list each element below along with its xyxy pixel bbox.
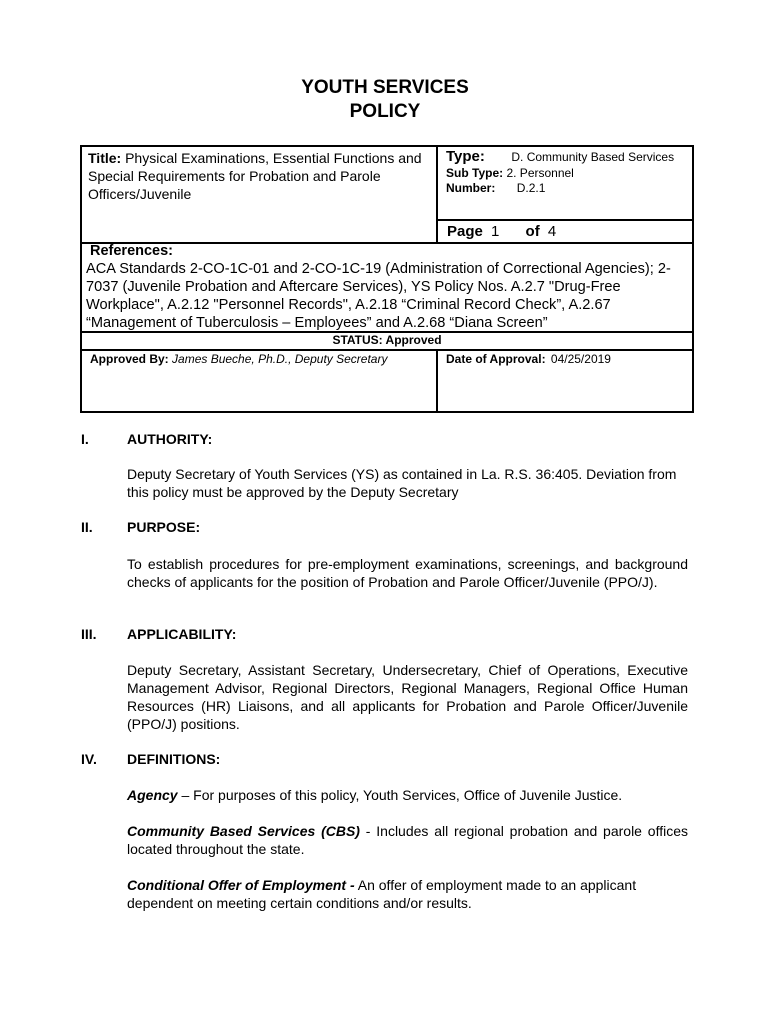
definition-agency <box>127 786 688 804</box>
table-divider-vertical-top <box>436 145 438 244</box>
approval-date-value: 04/25/2019 <box>550 352 611 366</box>
table-divider-vertical-bottom <box>436 349 438 413</box>
page-total: 4 <box>547 223 557 240</box>
status-badge: STATUS: Approved <box>332 333 442 347</box>
table-divider-page-row <box>436 219 694 221</box>
definition-conditional-offer-term: Conditional Offer of Employment - <box>127 877 355 893</box>
page-indicator <box>447 223 556 240</box>
doc-title-line1: YOUTH SERVICES <box>301 77 469 98</box>
definition-cbs <box>127 822 688 858</box>
subtype-row <box>446 166 691 181</box>
number-value: D.2.1 <box>516 181 546 195</box>
section-3-number: III. <box>81 626 97 642</box>
policy-type <box>446 148 691 196</box>
subtype-label: Sub Type: <box>446 166 504 180</box>
page-label: Page <box>447 223 483 240</box>
definition-conditional-offer-text: An offer of employment made to an applicant dependent on meeting certain conditions and/or results. <box>127 877 637 911</box>
section-2-text: To establish procedures for pre-employment examinations, screenings, and background checks of applicants for the position of Probation and Parole Officer/Juvenile (PPO/J). <box>127 556 688 590</box>
approved-by-value: James Bueche, Ph.D., Deputy Secretary <box>172 352 388 366</box>
references-label: References: <box>90 243 174 259</box>
references-text: ACA Standards 2-CO-1C-01 and 2-CO-1C-19 (Administration of Correctional Agencies); 2-7037 (Juvenile Probation and Aftercare Services), YS Policy Nos. A.2.7 "Drug-Free Workplace", A.2.12 "Personnel Records", A.2.18 “Criminal Record Check”, A.2.67 “Management of Tuberculosis – Employees” and A.2.68 “Diana Screen” <box>86 261 671 331</box>
number-row <box>446 181 691 196</box>
approved-by-label: Approved By: <box>90 352 169 366</box>
section-4-number: IV. <box>81 751 97 767</box>
title-text: Physical Examinations, Essential Functions and Special Requirements for Probation and Parole Officers/Juvenile <box>88 150 422 202</box>
approval-date <box>446 352 611 366</box>
section-1-heading: AUTHORITY: <box>127 431 213 447</box>
title-label: Title: <box>88 150 122 166</box>
section-2-number: II. <box>81 519 93 535</box>
references <box>86 242 692 332</box>
section-1-text: Deputy Secretary of Youth Services (YS) as contained in La. R.S. 36:405. Deviation from this policy must be approved by the Deputy Secretary <box>127 466 677 500</box>
policy-title <box>88 149 433 203</box>
type-label: Type: <box>446 148 485 165</box>
section-4-heading: DEFINITIONS: <box>127 751 221 767</box>
table-divider-status-bottom <box>80 349 694 351</box>
section-1-number: I. <box>81 431 89 447</box>
type-value: D. Community Based Services <box>511 150 675 164</box>
approved-by <box>90 352 387 366</box>
page-number: 1 <box>491 223 500 240</box>
number-label: Number: <box>446 181 496 195</box>
definition-cbs-term: Community Based Services (CBS) <box>127 823 360 839</box>
definition-conditional-offer <box>127 876 688 912</box>
section-2-heading: PURPOSE: <box>127 519 201 535</box>
definition-agency-text: – For purposes of this policy, Youth Services, Office of Juvenile Justice. <box>177 787 623 803</box>
of-label: of <box>525 223 540 240</box>
section-3-text: Deputy Secretary, Assistant Secretary, Undersecretary, Chief of Operations, Executive Management Advisor, Regional Directors, Regional Managers, Regional Office Human Resources (HR) Liaisons, and all applicants for Probation and Parole Officer/Juvenile (PPO/J) positions. <box>127 662 688 732</box>
section-3-heading: APPLICABILITY: <box>127 626 237 642</box>
definition-agency-term: Agency <box>127 787 178 803</box>
doc-title-line2: POLICY <box>349 101 421 122</box>
approval-date-label: Date of Approval: <box>446 352 546 366</box>
definition-cbs-text: - Includes all regional probation and parole offices located throughout the state. <box>127 823 688 857</box>
subtype-value: 2. Personnel <box>506 166 574 180</box>
